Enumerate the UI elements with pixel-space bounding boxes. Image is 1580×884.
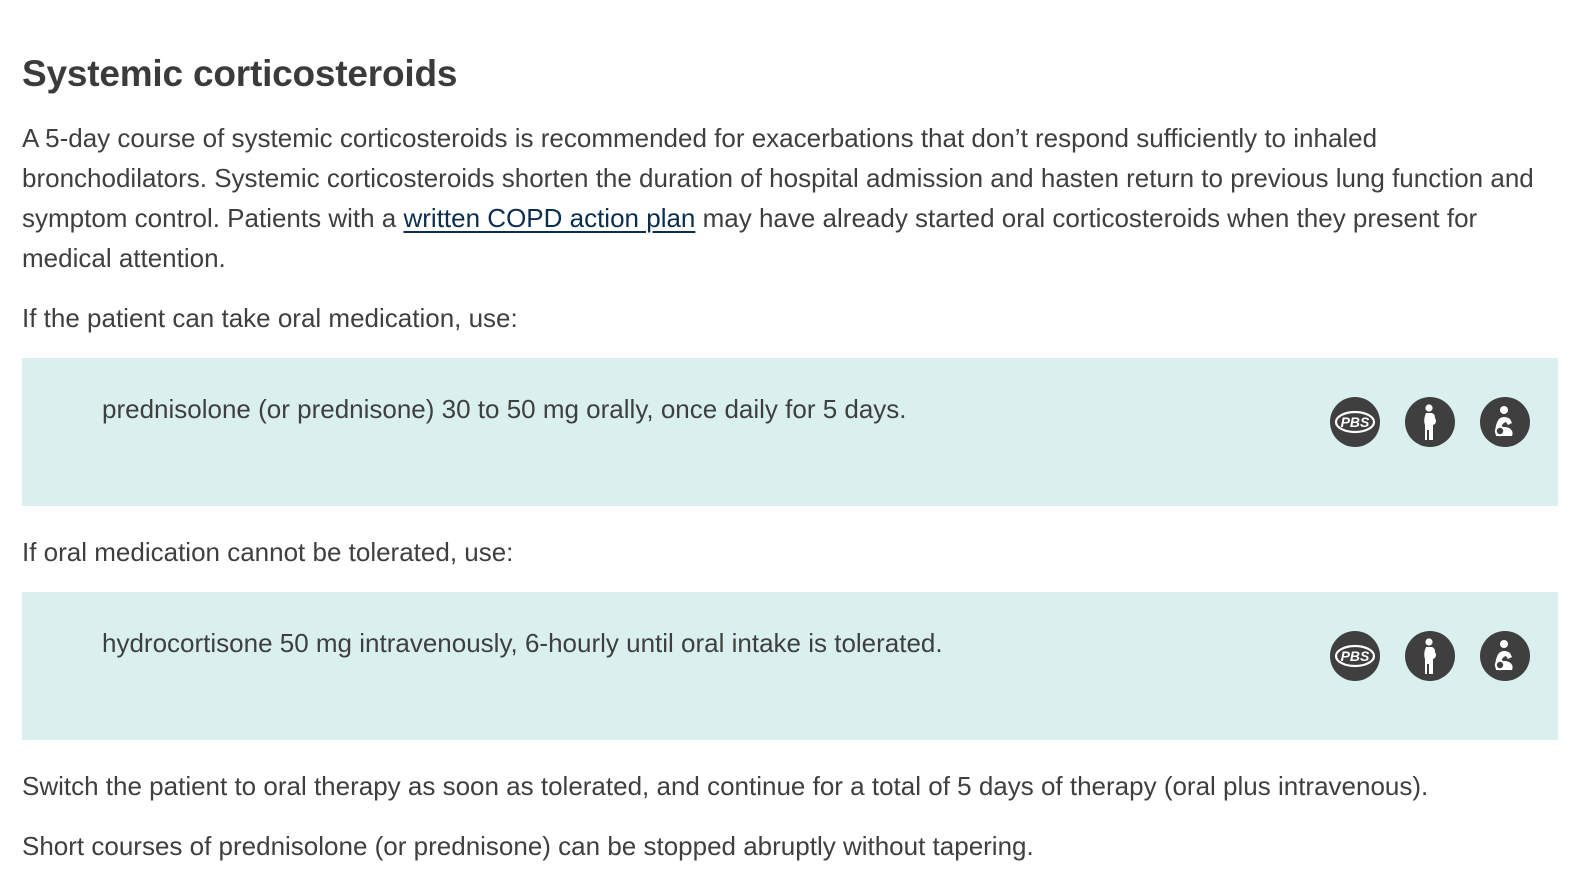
intro-text-end: may have already started oral corticosteroids when they present for medical attention. bbox=[22, 203, 1478, 273]
pregnancy-icon[interactable] bbox=[1405, 397, 1455, 447]
switch-therapy-text: Switch the patient to oral therapy as soon as tolerated, and continue for a total of 5 days of therapy (oral plus intravenous). bbox=[22, 771, 1429, 801]
stop-abruptly-text: Short courses of prednisolone (or prednisone) can be stopped abruptly without tapering. bbox=[22, 831, 1034, 861]
pbs-icon[interactable] bbox=[1330, 631, 1380, 681]
iv-prescription-box bbox=[22, 592, 1558, 740]
pbs-icon[interactable] bbox=[1330, 397, 1380, 447]
oral-prescription-box bbox=[22, 358, 1558, 506]
iv-prescription-text: hydrocortisone 50 mg intravenously, 6-hourly until oral intake is tolerated. bbox=[102, 628, 943, 658]
pbs-icon-label: PBS bbox=[1340, 414, 1370, 430]
section-title: Systemic corticosteroids bbox=[22, 53, 458, 94]
intro-paragraph bbox=[22, 118, 1558, 278]
intro-text-start: A 5-day course of systemic corticosteroids is recommended for exacerbations that don’t respond sufficiently to inhaled bronchodilators. Systemic corticosteroids shorten the duration of hospital admission and hasten return to previous lung function and symptom control. Patients with a bbox=[22, 123, 1534, 233]
oral-prescription-icons bbox=[1330, 397, 1530, 447]
breastfeeding-icon[interactable] bbox=[1480, 631, 1530, 681]
iv-lead-text: If oral medication cannot be tolerated, use: bbox=[22, 537, 514, 567]
copd-action-plan-link[interactable]: written COPD action plan bbox=[403, 203, 696, 233]
iv-prescription-icons bbox=[1330, 631, 1530, 681]
breastfeeding-icon[interactable] bbox=[1480, 397, 1530, 447]
oral-prescription-text: prednisolone (or prednisone) 30 to 50 mg orally, once daily for 5 days. bbox=[102, 394, 907, 424]
pbs-icon-label: PBS bbox=[1340, 648, 1370, 664]
pregnancy-icon[interactable] bbox=[1405, 631, 1455, 681]
oral-lead-text: If the patient can take oral medication, use: bbox=[22, 303, 518, 333]
